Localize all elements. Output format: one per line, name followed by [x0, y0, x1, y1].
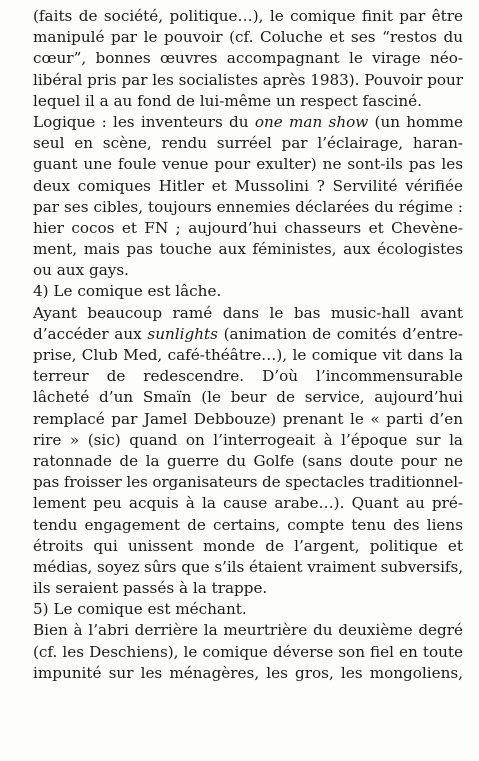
text-line	[33, 27, 463, 48]
text-segment: (animation de comités d’entre-	[217, 324, 463, 343]
text-segment: deux comiques Hitler et Mussolini ? Servilité vérifiée	[33, 176, 463, 195]
text-segment: prise, Club Med, café-théâtre…), le comique vit dans la	[33, 346, 463, 364]
text-line	[33, 91, 463, 112]
text-line	[33, 430, 463, 451]
text-segment: Ayant beaucoup ramé dans le bas music-hall avant	[33, 303, 463, 322]
text-segment: cœur”, bonnes œuvres accompagnant le virage néo-	[33, 49, 463, 68]
text-segment: ment, mais pas touche aux féministes, aux écologistes	[33, 240, 463, 259]
text-line	[33, 112, 463, 133]
text-segment: remplacé par Jamel Debbouze) prenant le « parti d’en	[33, 409, 463, 428]
text-line	[33, 303, 463, 324]
text-line	[33, 260, 463, 281]
text-segment: ratonnade de la guerre du Golfe (sans doute pour ne	[33, 451, 463, 470]
text-line	[33, 48, 463, 69]
text-segment: Bien à l’abri derrière la meurtrière du deuxième degré	[33, 621, 463, 640]
text-line	[33, 218, 463, 239]
text-line	[33, 239, 463, 260]
text-segment: (un homme	[368, 112, 463, 131]
text-line	[33, 387, 463, 408]
text-segment: d’accéder aux	[33, 324, 148, 343]
text-line	[33, 642, 463, 663]
text-line	[33, 663, 463, 684]
text-line	[33, 409, 463, 430]
text-segment: 4) Le comique est lâche.	[33, 282, 222, 301]
text-line	[33, 345, 463, 366]
text-segment: étroits qui unissent monde de l’argent, politique et	[33, 536, 463, 555]
text-segment: guant une foule venue pour exulter) ne sont-ils pas les	[33, 155, 463, 174]
text-line	[33, 536, 463, 557]
text-line	[33, 70, 463, 91]
text-segment: ils seraient passés à la trappe.	[33, 579, 268, 598]
text-line	[33, 197, 463, 218]
text-segment: manipulé par le pouvoir (cf. Coluche et ses “restos du	[33, 28, 463, 47]
text-segment: tendu engagement de certains, compte tenu des liens	[33, 515, 463, 534]
text-line	[33, 133, 463, 154]
text-segment: (faits de société, politique…), le comique finit par être	[33, 7, 463, 25]
text-line	[33, 515, 463, 536]
text-segment: 5) Le comique est méchant.	[33, 600, 247, 619]
text-segment: lâcheté d’un Smaïn (le beur de service, aujourd’hui	[33, 388, 463, 407]
text-segment: Logique : les inventeurs du	[33, 112, 255, 131]
text-segment: libéral pris par les socialistes après 1983). Pouvoir pour	[33, 70, 463, 89]
text-line	[33, 366, 463, 387]
text-line	[33, 578, 463, 599]
text-line	[33, 6, 463, 27]
text-segment: terreur de redescendre. D’où l’incommensurable	[33, 367, 463, 386]
text-line	[33, 557, 463, 578]
text-line	[33, 154, 463, 175]
text-line	[33, 451, 463, 472]
text-segment: médias, soyez sûrs que s’ils étaient vraiment subversifs,	[33, 557, 463, 576]
body-text	[33, 6, 463, 684]
text-segment: lequel il a au fond de lui-même un respect fasciné.	[33, 91, 422, 110]
text-segment: lement peu acquis à la cause arabe…). Quant au pré-	[33, 494, 463, 513]
text-line	[33, 493, 463, 514]
text-segment: (cf. les Deschiens), le comique déverse son fiel en toute	[33, 642, 463, 661]
text-line	[33, 472, 463, 493]
italic-phrase: sunlights	[147, 324, 218, 343]
text-segment: hier cocos et FN ; aujourd’hui chasseurs et Chevène-	[33, 218, 463, 237]
text-segment: rire » (sic) quand on l’interrogeait à l’époque sur la	[33, 430, 463, 449]
section-heading	[33, 599, 463, 620]
text-line	[33, 620, 463, 641]
text-segment: pas froisser les organisateurs de spectacles traditionnel-	[33, 473, 463, 492]
text-segment: seul en scène, rendu surréel par l’éclairage, haran-	[33, 134, 463, 153]
text-segment: par ses cibles, toujours ennemies déclarées du régime :	[33, 197, 463, 216]
text-segment: impunité sur les ménagères, les gros, les mongoliens,	[33, 663, 463, 682]
text-segment: ou aux gays.	[33, 261, 129, 280]
section-heading	[33, 281, 463, 302]
text-line	[33, 176, 463, 197]
italic-phrase: one man show	[254, 112, 369, 131]
text-line	[33, 324, 463, 345]
